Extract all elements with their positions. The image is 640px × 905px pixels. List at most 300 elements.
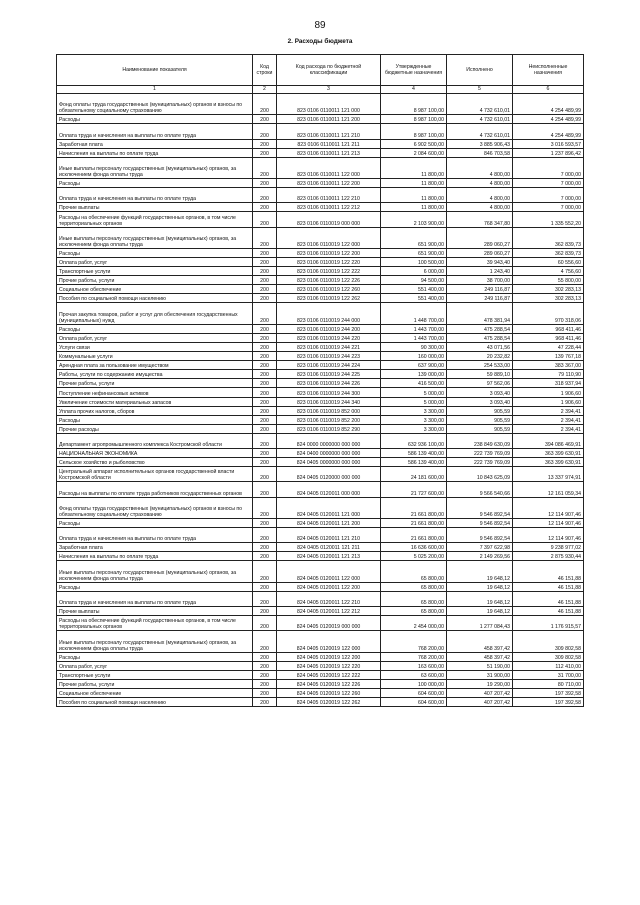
row-approved: 632 936 100,00 — [381, 433, 447, 448]
row-classification-code: 824 0405 0000000 000 000 — [277, 458, 381, 467]
row-classification-code: 823 0106 0110019 244 200 — [277, 324, 381, 333]
row-line-code: 200 — [253, 342, 277, 351]
row-classification-code: 824 0405 0120011 121 210 — [277, 528, 381, 543]
row-classification-code: 824 0405 0120011 121 213 — [277, 552, 381, 561]
table-row — [57, 157, 584, 178]
row-classification-code: 824 0405 0120000 000 000 — [277, 467, 381, 482]
row-approved: 586 139 400,00 — [381, 458, 447, 467]
row-approved: 6 000,00 — [381, 267, 447, 276]
row-name: Арендная плата за пользование имуществом — [57, 361, 253, 370]
row-unexecuted: 1 906,60 — [513, 397, 584, 406]
row-unexecuted: 3 016 593,57 — [513, 139, 584, 148]
row-line-code: 200 — [253, 467, 277, 482]
row-executed: 43 071,56 — [447, 342, 513, 351]
row-line-code: 200 — [253, 415, 277, 424]
row-approved: 11 800,00 — [381, 203, 447, 212]
row-unexecuted: 9 238 977,02 — [513, 543, 584, 552]
row-executed: 478 381,94 — [447, 303, 513, 324]
row-name: Транспортные услуги — [57, 670, 253, 679]
row-approved: 651 900,00 — [381, 227, 447, 248]
row-unexecuted: 1 335 552,20 — [513, 212, 584, 227]
row-unexecuted: 12 114 907,46 — [513, 497, 584, 518]
table-row — [57, 188, 584, 203]
row-line-code: 200 — [253, 670, 277, 679]
row-approved: 21 727 600,00 — [381, 482, 447, 497]
row-line-code: 200 — [253, 115, 277, 124]
row-approved: 1 448 700,00 — [381, 303, 447, 324]
row-name: Расходы на обеспечение функций государственных органов, в том числе территориальных органов — [57, 616, 253, 631]
row-executed: 4 732 610,01 — [447, 124, 513, 139]
row-unexecuted: 2 394,41 — [513, 415, 584, 424]
row-approved: 139 000,00 — [381, 370, 447, 379]
row-line-code: 200 — [253, 607, 277, 616]
table-row — [57, 276, 584, 285]
row-classification-code: 823 0106 0110011 122 200 — [277, 179, 381, 188]
row-classification-code: 824 0405 0120011 000 000 — [277, 482, 381, 497]
row-name: Фонд оплаты труда государственных (муниципальных) органов и взносы по обязательному социальному страхованию — [57, 497, 253, 518]
row-approved: 768 200,00 — [381, 631, 447, 652]
row-approved: 11 800,00 — [381, 179, 447, 188]
row-classification-code: 823 0106 0110019 122 000 — [277, 227, 381, 248]
table-row — [57, 449, 584, 458]
row-line-code: 200 — [253, 661, 277, 670]
row-line-code: 200 — [253, 139, 277, 148]
row-name: НАЦИОНАЛЬНАЯ ЭКОНОМИКА — [57, 449, 253, 458]
row-unexecuted: 1 237 896,42 — [513, 148, 584, 157]
row-classification-code: 823 0106 0110019 244 226 — [277, 379, 381, 388]
row-unexecuted: 383 367,00 — [513, 361, 584, 370]
row-line-code: 200 — [253, 543, 277, 552]
table-row — [57, 370, 584, 379]
row-executed: 51 190,00 — [447, 661, 513, 670]
row-classification-code: 823 0106 0110019 000 000 — [277, 212, 381, 227]
row-line-code: 200 — [253, 616, 277, 631]
row-executed: 458 397,42 — [447, 631, 513, 652]
row-approved: 21 661 800,00 — [381, 497, 447, 518]
row-unexecuted: 318 937,94 — [513, 379, 584, 388]
row-unexecuted: 7 000,00 — [513, 179, 584, 188]
row-approved: 94 500,00 — [381, 276, 447, 285]
row-name: Расходы — [57, 652, 253, 661]
row-line-code: 200 — [253, 303, 277, 324]
column-number: 1 — [57, 86, 253, 94]
row-name: Пособия по социальной помощи населению — [57, 294, 253, 303]
table-row — [57, 482, 584, 497]
table-row — [57, 361, 584, 370]
table-row — [57, 688, 584, 697]
row-name: Транспортные услуги — [57, 267, 253, 276]
row-line-code: 200 — [253, 388, 277, 397]
row-executed: 97 562,06 — [447, 379, 513, 388]
row-approved: 65 800,00 — [381, 591, 447, 606]
row-line-code: 200 — [253, 276, 277, 285]
row-executed: 4 800,00 — [447, 179, 513, 188]
page-number: 89 — [314, 20, 326, 31]
table-row — [57, 543, 584, 552]
row-classification-code: 823 0106 0110019 244 224 — [277, 361, 381, 370]
table-row — [57, 352, 584, 361]
row-name: Иные выплаты персоналу государственных (муниципальных) органов, за исключением фонда оплаты труда — [57, 631, 253, 652]
row-line-code: 200 — [253, 591, 277, 606]
row-name: Центральный аппарат исполнительных органов государственной власти Костромской области — [57, 467, 253, 482]
row-approved: 1 443 700,00 — [381, 333, 447, 342]
row-classification-code: 823 0106 0110019 244 000 — [277, 303, 381, 324]
column-number: 4 — [381, 86, 447, 94]
row-approved: 8 987 100,00 — [381, 115, 447, 124]
row-unexecuted: 46 151,88 — [513, 561, 584, 582]
row-unexecuted: 302 283,13 — [513, 294, 584, 303]
table-row — [57, 679, 584, 688]
row-executed: 20 232,82 — [447, 352, 513, 361]
row-approved: 21 661 800,00 — [381, 528, 447, 543]
row-approved: 2 454 000,00 — [381, 616, 447, 631]
row-approved: 604 600,00 — [381, 688, 447, 697]
row-name: Оплата труда и начисления на выплаты по оплате труда — [57, 591, 253, 606]
row-name: Прочие работы, услуги — [57, 276, 253, 285]
row-approved: 21 661 800,00 — [381, 518, 447, 527]
table-row — [57, 124, 584, 139]
row-executed: 249 116,87 — [447, 285, 513, 294]
row-name: Уплата прочих налогов, сборов — [57, 406, 253, 415]
table-row — [57, 333, 584, 342]
row-classification-code: 823 0106 0110019 122 260 — [277, 285, 381, 294]
row-classification-code: 823 0106 0110019 852 290 — [277, 424, 381, 433]
table-row — [57, 379, 584, 388]
row-approved: 65 800,00 — [381, 561, 447, 582]
row-line-code: 200 — [253, 561, 277, 582]
row-name: Пособия по социальной помощи населению — [57, 698, 253, 707]
row-name: Коммунальные услуги — [57, 352, 253, 361]
row-name: Работы, услуги по содержанию имущества — [57, 370, 253, 379]
row-executed: 4 800,00 — [447, 203, 513, 212]
row-classification-code: 823 0106 0110019 122 220 — [277, 258, 381, 267]
table-row — [57, 652, 584, 661]
row-executed: 39 943,40 — [447, 258, 513, 267]
table-row — [57, 698, 584, 707]
row-classification-code: 824 0405 0120019 122 222 — [277, 670, 381, 679]
row-classification-code: 824 0405 0120019 122 200 — [277, 652, 381, 661]
row-classification-code: 823 0106 0110019 852 200 — [277, 415, 381, 424]
row-approved: 160 000,00 — [381, 352, 447, 361]
row-name: Расходы — [57, 179, 253, 188]
row-classification-code: 824 0000 0000000 000 000 — [277, 433, 381, 448]
row-executed: 7 397 622,98 — [447, 543, 513, 552]
row-unexecuted: 309 802,58 — [513, 652, 584, 661]
row-classification-code: 823 0106 0110011 121 213 — [277, 148, 381, 157]
row-line-code: 200 — [253, 582, 277, 591]
column-number-row — [57, 86, 584, 94]
row-name: Поступление нефинансовых активов — [57, 388, 253, 397]
row-line-code: 200 — [253, 433, 277, 448]
row-line-code: 200 — [253, 352, 277, 361]
row-classification-code: 824 0400 0000000 000 000 — [277, 449, 381, 458]
row-name: Расходы — [57, 518, 253, 527]
row-unexecuted: 1 176 915,57 — [513, 616, 584, 631]
header-unexecuted: Неисполненные назначения — [513, 55, 584, 86]
row-line-code: 200 — [253, 370, 277, 379]
row-executed: 1 243,40 — [447, 267, 513, 276]
row-name: Прочие работы, услуги — [57, 379, 253, 388]
row-executed: 19 290,00 — [447, 679, 513, 688]
column-number: 2 — [253, 86, 277, 94]
table-row — [57, 227, 584, 248]
row-unexecuted: 13 337 974,91 — [513, 467, 584, 482]
table-row — [57, 433, 584, 448]
row-classification-code: 824 0405 0120011 122 200 — [277, 582, 381, 591]
row-line-code: 200 — [253, 397, 277, 406]
row-classification-code: 823 0106 0110019 244 223 — [277, 352, 381, 361]
row-unexecuted: 7 000,00 — [513, 157, 584, 178]
row-classification-code: 823 0106 0110019 852 000 — [277, 406, 381, 415]
row-line-code: 200 — [253, 424, 277, 433]
row-executed: 768 347,80 — [447, 212, 513, 227]
row-executed: 19 648,12 — [447, 561, 513, 582]
row-executed: 3 093,40 — [447, 388, 513, 397]
row-classification-code: 824 0405 0120011 121 000 — [277, 497, 381, 518]
row-line-code: 200 — [253, 148, 277, 157]
row-unexecuted: 46 151,88 — [513, 582, 584, 591]
row-approved: 2 084 600,00 — [381, 148, 447, 157]
row-classification-code: 824 0405 0120019 122 262 — [277, 698, 381, 707]
row-executed: 222 739 769,09 — [447, 458, 513, 467]
row-name: Расходы на выплаты по оплате труда работников государственных органов — [57, 482, 253, 497]
row-unexecuted: 2 394,41 — [513, 406, 584, 415]
row-unexecuted: 79 110,90 — [513, 370, 584, 379]
row-approved: 63 600,00 — [381, 670, 447, 679]
header-approved: Утвержденные бюджетные назначения — [381, 55, 447, 86]
row-executed: 2 149 269,56 — [447, 552, 513, 561]
row-name: Социальное обеспечение — [57, 688, 253, 697]
row-classification-code: 823 0106 0110019 244 220 — [277, 333, 381, 342]
row-line-code: 200 — [253, 285, 277, 294]
table-row — [57, 148, 584, 157]
row-classification-code: 823 0106 0110011 122 210 — [277, 188, 381, 203]
row-name: Заработная плата — [57, 543, 253, 552]
table-row — [57, 497, 584, 518]
row-name: Иные выплаты персоналу государственных (муниципальных) органов, за исключением фонда оплаты труда — [57, 157, 253, 178]
table-row — [57, 552, 584, 561]
row-executed: 3 093,40 — [447, 397, 513, 406]
row-classification-code: 824 0405 0120011 122 000 — [277, 561, 381, 582]
row-line-code: 200 — [253, 552, 277, 561]
row-unexecuted: 80 710,00 — [513, 679, 584, 688]
table-row — [57, 212, 584, 227]
header-indicator-name: Наименование показателя — [57, 55, 253, 86]
row-unexecuted: 363 399 630,91 — [513, 458, 584, 467]
row-approved: 2 103 900,00 — [381, 212, 447, 227]
table-row — [57, 267, 584, 276]
row-unexecuted: 197 392,58 — [513, 698, 584, 707]
row-line-code: 200 — [253, 258, 277, 267]
row-line-code: 200 — [253, 482, 277, 497]
row-classification-code: 824 0405 0120011 121 200 — [277, 518, 381, 527]
row-name: Увеличение стоимости материальных запасов — [57, 397, 253, 406]
row-line-code: 200 — [253, 688, 277, 697]
row-classification-code: 824 0405 0120019 000 000 — [277, 616, 381, 631]
row-classification-code: 823 0106 0110011 121 210 — [277, 124, 381, 139]
row-executed: 31 900,00 — [447, 670, 513, 679]
row-executed: 38 700,00 — [447, 276, 513, 285]
row-classification-code: 823 0106 0110019 244 300 — [277, 388, 381, 397]
table-header-row — [57, 55, 584, 86]
row-classification-code: 824 0405 0120019 122 260 — [277, 688, 381, 697]
row-line-code: 200 — [253, 497, 277, 518]
row-name: Прочие работы, услуги — [57, 679, 253, 688]
row-name: Оплата труда и начисления на выплаты по оплате труда — [57, 124, 253, 139]
row-line-code: 200 — [253, 333, 277, 342]
row-classification-code: 823 0106 0110019 122 262 — [277, 294, 381, 303]
row-unexecuted: 4 756,60 — [513, 267, 584, 276]
expenditure-table — [56, 54, 584, 707]
row-unexecuted: 4 254 489,99 — [513, 94, 584, 115]
row-name: Прочие расходы — [57, 424, 253, 433]
table-row — [57, 458, 584, 467]
row-executed: 19 648,12 — [447, 591, 513, 606]
row-executed: 4 732 610,01 — [447, 94, 513, 115]
row-line-code: 200 — [253, 212, 277, 227]
row-classification-code: 823 0106 0110019 122 226 — [277, 276, 381, 285]
row-approved: 6 902 500,00 — [381, 139, 447, 148]
table-row — [57, 397, 584, 406]
row-unexecuted: 112 410,00 — [513, 661, 584, 670]
row-unexecuted: 968 411,46 — [513, 324, 584, 333]
row-line-code: 200 — [253, 227, 277, 248]
row-name: Оплата работ, услуг — [57, 661, 253, 670]
row-approved: 1 443 700,00 — [381, 324, 447, 333]
row-line-code: 200 — [253, 679, 277, 688]
row-unexecuted: 4 254 489,99 — [513, 124, 584, 139]
row-executed: 9 546 892,54 — [447, 528, 513, 543]
row-name: Департамент агропромышленного комплекса Костромской области — [57, 433, 253, 448]
row-unexecuted: 60 556,60 — [513, 258, 584, 267]
table-row — [57, 631, 584, 652]
row-approved: 768 200,00 — [381, 652, 447, 661]
row-classification-code: 823 0106 0110019 122 222 — [277, 267, 381, 276]
table-row — [57, 528, 584, 543]
row-executed: 238 849 630,09 — [447, 433, 513, 448]
row-unexecuted: 4 254 489,99 — [513, 115, 584, 124]
row-approved: 100 500,00 — [381, 258, 447, 267]
row-approved: 604 600,00 — [381, 698, 447, 707]
row-executed: 4 732 610,01 — [447, 115, 513, 124]
row-unexecuted: 1 906,60 — [513, 388, 584, 397]
table-row — [57, 518, 584, 527]
row-approved: 24 181 600,00 — [381, 467, 447, 482]
row-classification-code: 824 0405 0120019 122 000 — [277, 631, 381, 652]
row-unexecuted: 309 802,58 — [513, 631, 584, 652]
column-number: 6 — [513, 86, 584, 94]
row-line-code: 200 — [253, 324, 277, 333]
row-unexecuted: 31 700,00 — [513, 670, 584, 679]
row-executed: 1 277 084,43 — [447, 616, 513, 631]
row-line-code: 200 — [253, 698, 277, 707]
row-line-code: 200 — [253, 203, 277, 212]
row-executed: 905,59 — [447, 406, 513, 415]
row-executed: 289 060,27 — [447, 227, 513, 248]
row-executed: 4 800,00 — [447, 188, 513, 203]
row-approved: 5 000,00 — [381, 397, 447, 406]
row-executed: 407 207,42 — [447, 698, 513, 707]
row-unexecuted: 2 394,41 — [513, 424, 584, 433]
row-approved: 551 400,00 — [381, 294, 447, 303]
row-executed: 10 843 625,09 — [447, 467, 513, 482]
row-executed: 905,59 — [447, 415, 513, 424]
row-executed: 19 648,12 — [447, 582, 513, 591]
row-line-code: 200 — [253, 379, 277, 388]
row-name: Расходы — [57, 324, 253, 333]
row-classification-code: 823 0106 0110011 122 212 — [277, 203, 381, 212]
column-number: 3 — [277, 86, 381, 94]
row-approved: 16 636 600,00 — [381, 543, 447, 552]
row-line-code: 200 — [253, 188, 277, 203]
row-unexecuted: 46 151,88 — [513, 591, 584, 606]
table-row — [57, 591, 584, 606]
row-line-code: 200 — [253, 124, 277, 139]
row-name: Фонд оплаты труда государственных (муниципальных) органов и взносы по обязательному социальному страхованию — [57, 94, 253, 115]
table-row — [57, 285, 584, 294]
row-name: Оплата работ, услуг — [57, 258, 253, 267]
row-unexecuted: 363 399 630,91 — [513, 449, 584, 458]
row-approved: 651 900,00 — [381, 248, 447, 257]
table-row — [57, 467, 584, 482]
row-name: Расходы — [57, 248, 253, 257]
table-row — [57, 258, 584, 267]
row-line-code: 200 — [253, 248, 277, 257]
row-executed: 289 060,27 — [447, 248, 513, 257]
row-approved: 8 987 100,00 — [381, 124, 447, 139]
table-row — [57, 294, 584, 303]
header-executed: Исполнено — [447, 55, 513, 86]
row-line-code: 200 — [253, 528, 277, 543]
row-executed: 254 533,00 — [447, 361, 513, 370]
row-classification-code: 823 0106 0110011 122 000 — [277, 157, 381, 178]
row-line-code: 200 — [253, 179, 277, 188]
table-row — [57, 303, 584, 324]
table-row — [57, 607, 584, 616]
row-line-code: 200 — [253, 406, 277, 415]
row-unexecuted: 12 161 059,34 — [513, 482, 584, 497]
row-name: Услуги связи — [57, 342, 253, 351]
table-row — [57, 406, 584, 415]
row-approved: 3 300,00 — [381, 415, 447, 424]
table-row — [57, 139, 584, 148]
row-name: Расходы — [57, 582, 253, 591]
table-row — [57, 424, 584, 433]
row-approved: 100 000,00 — [381, 679, 447, 688]
row-unexecuted: 197 392,58 — [513, 688, 584, 697]
row-name: Заработная плата — [57, 139, 253, 148]
row-executed: 9 566 540,66 — [447, 482, 513, 497]
row-name: Оплата труда и начисления на выплаты по оплате труда — [57, 528, 253, 543]
row-name: Оплата работ, услуг — [57, 333, 253, 342]
row-executed: 4 800,00 — [447, 157, 513, 178]
table-row — [57, 582, 584, 591]
row-approved: 637 900,00 — [381, 361, 447, 370]
row-approved: 3 300,00 — [381, 424, 447, 433]
row-classification-code: 824 0405 0120019 122 226 — [277, 679, 381, 688]
row-unexecuted: 970 318,06 — [513, 303, 584, 324]
row-executed: 59 889,10 — [447, 370, 513, 379]
row-executed: 19 648,12 — [447, 607, 513, 616]
header-line-code: Код строки — [253, 55, 277, 86]
row-approved: 551 400,00 — [381, 285, 447, 294]
row-name: Иные выплаты персоналу государственных (муниципальных) органов, за исключением фонда оплаты труда — [57, 561, 253, 582]
row-classification-code: 824 0405 0120019 122 220 — [277, 661, 381, 670]
row-name: Прочие выплаты — [57, 203, 253, 212]
row-unexecuted: 302 283,13 — [513, 285, 584, 294]
row-name: Сельское хозяйство и рыболовство — [57, 458, 253, 467]
row-line-code: 200 — [253, 518, 277, 527]
